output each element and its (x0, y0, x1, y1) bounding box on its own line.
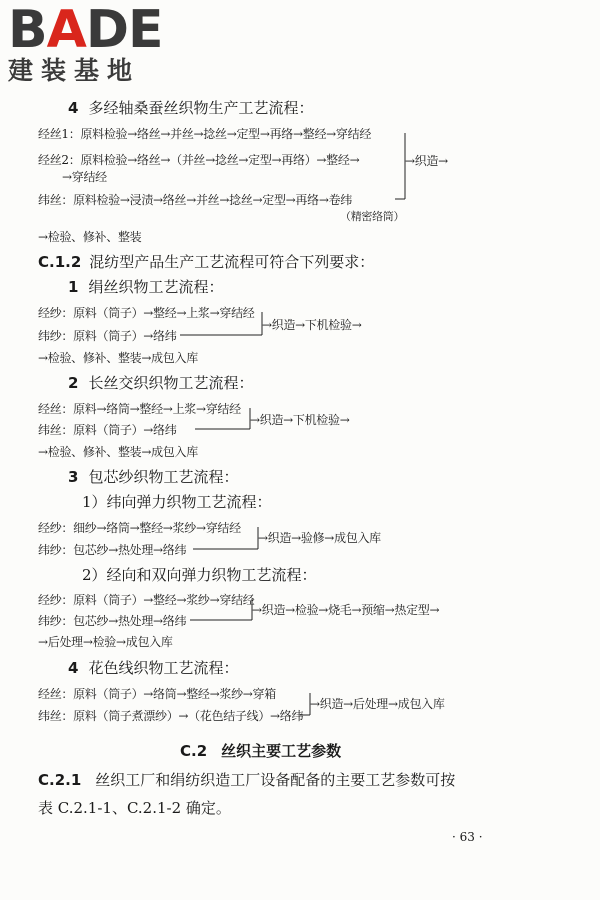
heading-core-spun: 3 包芯纱织物工艺流程： (68, 468, 239, 486)
flow-warp-stretch-weft: 纬纱：包芯纱→热处理→络纬 (38, 614, 187, 628)
flow-weft-stretch-warp: 经纱：细纱→络筒→整经→浆纱→穿结经 (38, 521, 241, 535)
flow-finish: →检验、修补、整装 (38, 230, 142, 244)
flow-warp-2: 经丝2：原料检验→络丝→（并丝→捻丝→定型→再络）→整经→ (38, 153, 360, 167)
flow-weft-stretch-join: →织造→验修→成包入库 (258, 531, 381, 545)
flow-filament-warp: 经丝：原料→络筒→整经→上浆→穿结经 (38, 402, 241, 416)
flow-warp-2-cont: →穿结经 (62, 170, 107, 184)
flow-filament-join: →织造→下机检验→ (250, 413, 350, 427)
heading-multi-warp-silk: 4 多经轴桑蚕丝织物生产工艺流程： (68, 99, 314, 117)
flow-weft-note: （精密络筒） (340, 210, 405, 223)
flow-spun-warp: 经纱：原料（筒子）→整经→上浆→穿结经 (38, 306, 255, 320)
heading-filament: 2 长丝交织织物工艺流程： (68, 374, 254, 392)
section-title-c-2: C.2 丝织主要工艺参数 (180, 742, 342, 760)
flow-warp-stretch-warp: 经纱：原料（筒子）→整经→浆纱→穿结经 (38, 593, 255, 607)
subheading-warp-stretch: 2）经向和双向弹力织物工艺流程： (82, 566, 317, 584)
clause-c-2-1: C.2.1 丝织工厂和绢纺织造工厂设备配备的主要工艺参数可按 (38, 771, 456, 789)
page-number: · 63 · (452, 830, 483, 844)
heading-spun-silk: 1 绢丝织物工艺流程： (68, 278, 224, 296)
flow-fancy-weft: 纬丝：原料（筒子煮漂纱）→（花色结子线）→络纬 (38, 709, 304, 723)
flow-filament-finish: →检验、修补、整装→成包入库 (38, 445, 198, 459)
logo-subtitle: 建装基地 (8, 56, 141, 85)
flow-fancy-warp: 经丝：原料（筒子）→络筒→整经→浆纱→穿箱 (38, 687, 276, 701)
subheading-weft-stretch: 1）纬向弹力织物工艺流程： (82, 493, 272, 511)
flow-spun-finish: →检验、修补、整装→成包入库 (38, 351, 198, 365)
flow-weft: 纬丝：原料检验→浸渍→络丝→并丝→捻丝→定型→再络→卷纬 (38, 193, 352, 207)
flow-join-weave: →织造→ (405, 154, 448, 168)
heading-fancy-yarn: 4 花色线织物工艺流程： (68, 659, 239, 677)
logo-wordmark: BADE (8, 0, 163, 60)
flow-weft-stretch-weft: 纬纱：包芯纱→热处理→络纬 (38, 543, 187, 557)
flow-warp-1: 经丝1：原料检验→络丝→并丝→捻丝→定型→再络→整经→穿结经 (38, 127, 372, 141)
flow-spun-weft: 纬纱：原料（筒子）→络纬 (38, 329, 177, 343)
flow-warp-stretch-join: →织造→检验→烧毛→预缩→热定型→ (252, 603, 440, 617)
flow-warp-stretch-finish: →后处理→检验→成包入库 (38, 635, 173, 649)
clause-c-1-2: C.1.2 混纺型产品生产工艺流程可符合下列要求： (38, 253, 375, 271)
flow-fancy-join: →织造→后处理→成包入库 (310, 697, 445, 711)
flow-spun-join: →织造→下机检验→ (262, 318, 362, 332)
clause-c-2-1-cont: 表 C.2.1-1、C.2.1-2 确定。 (38, 799, 231, 817)
flow-filament-weft: 纬丝：原料（筒子）→络纬 (38, 423, 177, 437)
